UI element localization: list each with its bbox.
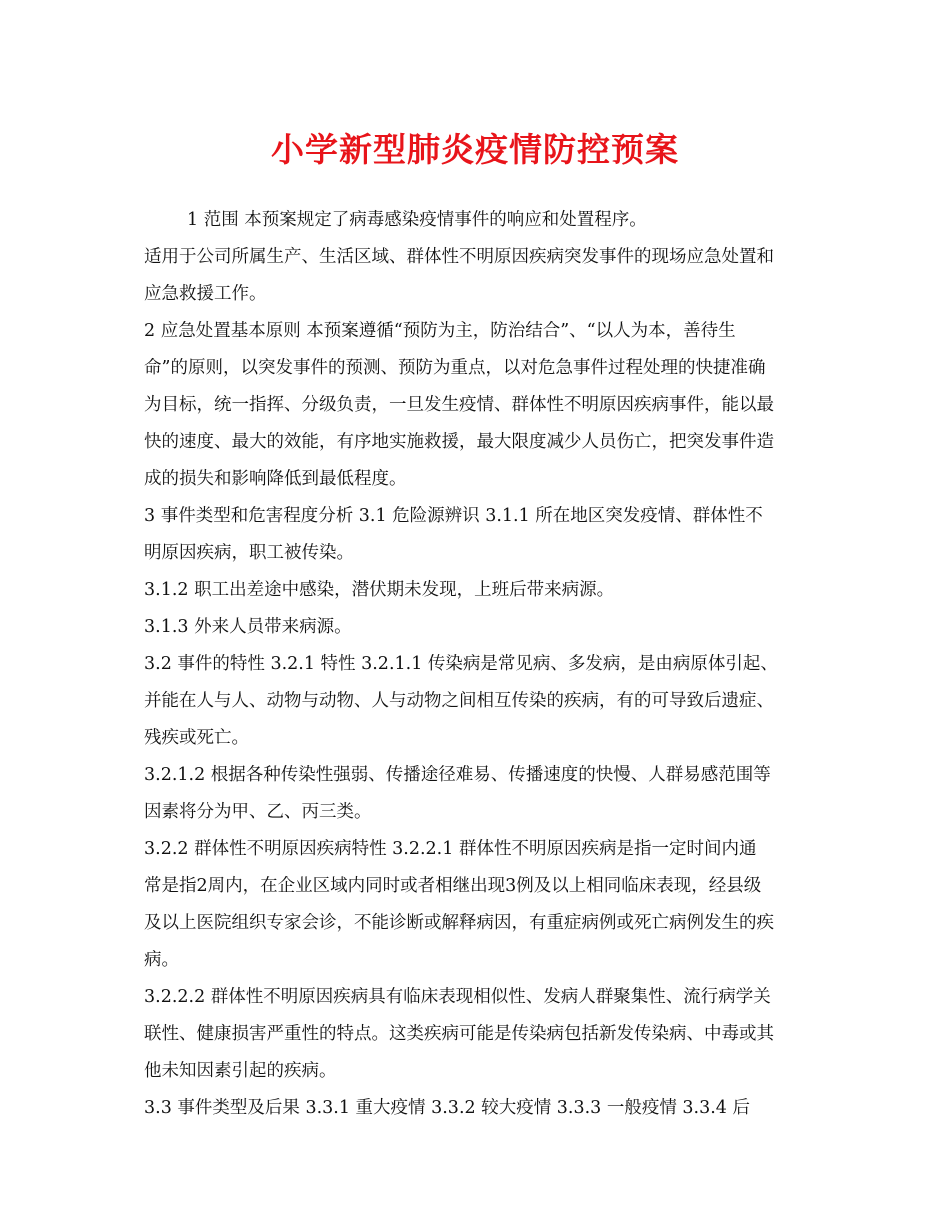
text-line: 3.3 事件类型及后果 3.3.1 重大疫情 3.3.2 较大疫情 3.3.3 一般疫情 3.3.4 后 (144, 1098, 751, 1118)
text-line: 命”的原则，以突发事件的预测、预防为重点，以对危急事件过程处理的快捷准确 (144, 358, 766, 378)
text-line: 3.1.3 外来人员带来病源。 (144, 617, 352, 637)
text-line: 常是指2周内，在企业区域内同时或者相继出现3例及以上相同临床表现，经县级 (144, 876, 762, 896)
text-line: 联性、健康损害严重性的特点。这类疾病可能是传染病包括新发传染病、中毒或其 (144, 1024, 774, 1044)
document-title: 小学新型肺炎疫情防控预案 (271, 130, 679, 169)
text-line: 3.1.2 职工出差途中感染，潜伏期未发现，上班后带来病源。 (144, 580, 615, 600)
text-line: 快的速度、最大的效能，有序地实施救援，最大限度减少人员伤亡，把突发事件造 (144, 432, 774, 452)
text-line: 1 范围 本预案规定了病毒感染疫情事件的响应和处置程序。 (187, 210, 647, 230)
text-line: 3.2.2 群体性不明原因疾病特性 3.2.2.1 群体性不明原因疾病是指一定时间内通 (144, 839, 757, 859)
text-line: 及以上医院组织专家会诊，不能诊断或解释病因，有重症病例或死亡病例发生的疾 (144, 913, 774, 933)
text-line: 成的损失和影响降低到最低程度。 (144, 469, 407, 489)
document-body (144, 202, 824, 1127)
text-line: 明原因疾病，职工被传染。 (144, 543, 354, 563)
text-line: 病。 (144, 950, 179, 970)
text-line: 并能在人与人、动物与动物、人与动物之间相互传染的疾病，有的可导致后遗症、 (144, 691, 774, 711)
text-line: 应急救援工作。 (144, 284, 267, 304)
text-line: 他未知因素引起的疾病。 (144, 1061, 337, 1081)
text-line: 为目标，统一指挥、分级负责，一旦发生疫情、群体性不明原因疾病事件，能以最 (144, 395, 774, 415)
text-line: 3 事件类型和危害程度分析 3.1 危险源辨识 3.1.1 所在地区突发疫情、群体性不 (144, 506, 763, 526)
text-line: 2 应急处置基本原则 本预案遵循“预防为主，防治结合”、“以人为本，善待生 (144, 321, 736, 341)
text-line: 3.2.1.2 根据各种传染性强弱、传播途径难易、传播速度的快慢、人群易感范围等 (144, 765, 771, 785)
text-line: 残疾或死亡。 (144, 728, 249, 748)
text-line: 因素将分为甲、乙、丙三类。 (144, 802, 372, 822)
text-line: 适用于公司所属生产、生活区域、群体性不明原因疾病突发事件的现场应急处置和 (144, 247, 774, 267)
text-line: 3.2 事件的特性 3.2.1 特性 3.2.1.1 传染病是常见病、多发病，是由病原体引起、 (144, 654, 778, 674)
text-line: 3.2.2.2 群体性不明原因疾病具有临床表现相似性、发病人群聚集性、流行病学关 (144, 987, 771, 1007)
